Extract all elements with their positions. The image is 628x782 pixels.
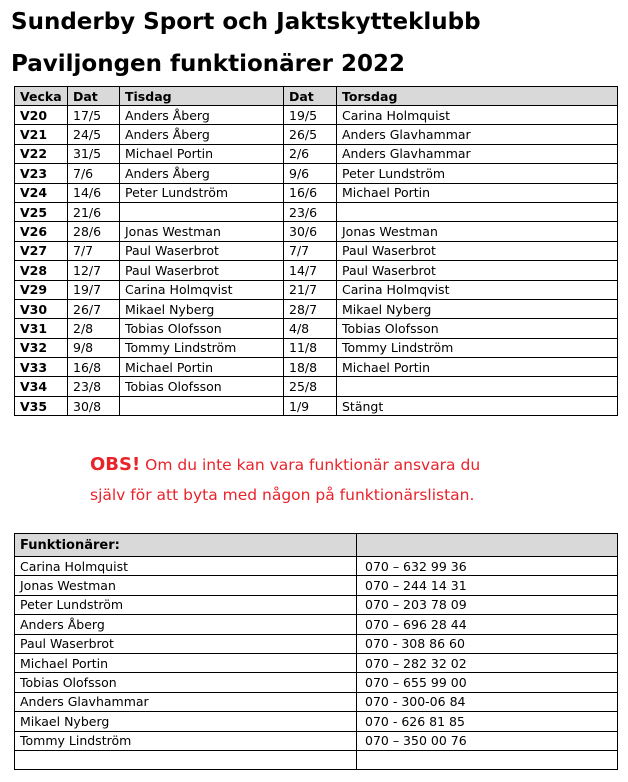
document-subtitle: Paviljongen funktionärer 2022 — [11, 51, 405, 77]
schedule-row — [15, 164, 618, 183]
contact-name-cell: Tommy Lindström — [15, 731, 357, 750]
contacts-header-row — [15, 534, 618, 557]
tuesday-name-cell: Anders Åberg — [120, 125, 284, 144]
contact-phone-cell: 070 – 203 78 09 — [357, 595, 618, 614]
week-cell: V28 — [15, 261, 68, 280]
week-cell: V29 — [15, 280, 68, 299]
week-cell: V21 — [15, 125, 68, 144]
schedule-row — [15, 144, 618, 163]
tuesday-date-cell: 16/8 — [68, 358, 120, 377]
tuesday-name-cell: Anders Åberg — [120, 164, 284, 183]
thursday-date-cell: 14/7 — [284, 261, 337, 280]
schedule-row — [15, 261, 618, 280]
thursday-name-cell: Michael Portin — [337, 358, 618, 377]
contact-name-cell: Mikael Nyberg — [15, 712, 357, 731]
week-cell: V30 — [15, 299, 68, 318]
schedule-row — [15, 241, 618, 260]
tuesday-name-cell: Paul Waserbrot — [120, 241, 284, 260]
tuesday-date-cell: 12/7 — [68, 261, 120, 280]
week-cell: V32 — [15, 338, 68, 357]
tuesday-name-cell: Anders Åberg — [120, 106, 284, 125]
thursday-date-cell: 1/9 — [284, 396, 337, 415]
tuesday-date-cell: 31/5 — [68, 144, 120, 163]
contact-row — [15, 653, 618, 672]
week-cell: V24 — [15, 183, 68, 202]
week-cell: V25 — [15, 202, 68, 221]
tuesday-date-cell: 9/8 — [68, 338, 120, 357]
tuesday-date-cell: 26/7 — [68, 299, 120, 318]
schedule-row — [15, 280, 618, 299]
contacts-header: Funktionärer: — [15, 534, 357, 557]
week-cell: V22 — [15, 144, 68, 163]
contact-phone-cell: 070 - 300-06 84 — [357, 692, 618, 711]
week-cell: V34 — [15, 377, 68, 396]
contact-name-cell: Anders Åberg — [15, 615, 357, 634]
thursday-date-cell: 25/8 — [284, 377, 337, 396]
schedule-row — [15, 183, 618, 202]
contact-phone-cell: 070 – 632 99 36 — [357, 557, 618, 576]
tuesday-date-cell: 21/6 — [68, 202, 120, 221]
obs-text-line2: själv för att byta med någon på funktionärslistan. — [90, 486, 475, 504]
contact-phone-cell: 070 - 308 86 60 — [357, 634, 618, 653]
contact-row — [15, 595, 618, 614]
tuesday-name-cell: Mikael Nyberg — [120, 299, 284, 318]
col-header-tue-date: Dat — [68, 87, 120, 106]
thursday-name-cell: Anders Glavhammar — [337, 125, 618, 144]
schedule-row — [15, 338, 618, 357]
contact-row — [15, 692, 618, 711]
contact-name-cell: Anders Glavhammar — [15, 692, 357, 711]
contact-row — [15, 557, 618, 576]
thursday-name-cell: Tobias Olofsson — [337, 319, 618, 338]
tuesday-date-cell: 14/6 — [68, 183, 120, 202]
obs-notice — [90, 450, 560, 510]
thursday-date-cell: 28/7 — [284, 299, 337, 318]
tuesday-name-cell: Carina Holmqvist — [120, 280, 284, 299]
week-cell: V35 — [15, 396, 68, 415]
tuesday-name-cell: Michael Portin — [120, 144, 284, 163]
contact-row — [15, 634, 618, 653]
thursday-name-cell: Carina Holmqvist — [337, 280, 618, 299]
schedule-table — [14, 86, 618, 416]
thursday-date-cell: 26/5 — [284, 125, 337, 144]
contacts-table — [14, 533, 618, 770]
tuesday-date-cell: 7/6 — [68, 164, 120, 183]
tuesday-name-cell — [120, 396, 284, 415]
schedule-row — [15, 319, 618, 338]
tuesday-name-cell: Tobias Olofsson — [120, 319, 284, 338]
thursday-name-cell: Anders Glavhammar — [337, 144, 618, 163]
tuesday-date-cell: 23/8 — [68, 377, 120, 396]
tuesday-name-cell: Peter Lundström — [120, 183, 284, 202]
contact-row — [15, 712, 618, 731]
schedule-row — [15, 377, 618, 396]
contact-name-cell — [15, 750, 357, 769]
document-title: Sunderby Sport och Jaktskytteklubb — [11, 9, 481, 35]
obs-label: OBS! — [90, 454, 141, 475]
thursday-date-cell: 4/8 — [284, 319, 337, 338]
contact-row — [15, 615, 618, 634]
contact-phone-cell: 070 – 244 14 31 — [357, 576, 618, 595]
tuesday-date-cell: 28/6 — [68, 222, 120, 241]
week-cell: V31 — [15, 319, 68, 338]
contact-name-cell: Jonas Westman — [15, 576, 357, 595]
thursday-date-cell: 9/6 — [284, 164, 337, 183]
thursday-date-cell: 7/7 — [284, 241, 337, 260]
contact-name-cell: Tobias Olofsson — [15, 673, 357, 692]
week-cell: V26 — [15, 222, 68, 241]
contact-name-cell: Peter Lundström — [15, 595, 357, 614]
contact-row — [15, 576, 618, 595]
tuesday-name-cell: Jonas Westman — [120, 222, 284, 241]
obs-text-line1: Om du inte kan vara funktionär ansvara du — [145, 456, 481, 474]
schedule-row — [15, 222, 618, 241]
schedule-row — [15, 396, 618, 415]
thursday-date-cell: 18/8 — [284, 358, 337, 377]
thursday-name-cell: Mikael Nyberg — [337, 299, 618, 318]
tuesday-date-cell: 30/8 — [68, 396, 120, 415]
col-header-thu-date: Dat — [284, 87, 337, 106]
thursday-name-cell: Carina Holmquist — [337, 106, 618, 125]
thursday-name-cell: Paul Waserbrot — [337, 241, 618, 260]
tuesday-date-cell: 19/7 — [68, 280, 120, 299]
thursday-name-cell: Michael Portin — [337, 183, 618, 202]
thursday-date-cell: 11/8 — [284, 338, 337, 357]
contact-phone-cell: 070 – 655 99 00 — [357, 673, 618, 692]
contact-row — [15, 731, 618, 750]
contact-row — [15, 750, 618, 769]
contact-phone-cell: 070 – 282 32 02 — [357, 653, 618, 672]
thursday-name-cell: Jonas Westman — [337, 222, 618, 241]
tuesday-date-cell: 2/8 — [68, 319, 120, 338]
tuesday-name-cell: Tommy Lindström — [120, 338, 284, 357]
tuesday-name-cell: Tobias Olofsson — [120, 377, 284, 396]
contact-name-cell: Michael Portin — [15, 653, 357, 672]
thursday-name-cell — [337, 202, 618, 221]
thursday-date-cell: 21/7 — [284, 280, 337, 299]
contact-row — [15, 673, 618, 692]
col-header-thursday: Torsdag — [337, 87, 618, 106]
contact-phone-cell: 070 – 350 00 76 — [357, 731, 618, 750]
schedule-row — [15, 106, 618, 125]
col-header-tuesday: Tisdag — [120, 87, 284, 106]
week-cell: V33 — [15, 358, 68, 377]
contact-phone-cell: 070 – 696 28 44 — [357, 615, 618, 634]
tuesday-date-cell: 24/5 — [68, 125, 120, 144]
thursday-date-cell: 19/5 — [284, 106, 337, 125]
col-header-week: Vecka — [15, 87, 68, 106]
thursday-date-cell: 30/6 — [284, 222, 337, 241]
thursday-date-cell: 16/6 — [284, 183, 337, 202]
schedule-row — [15, 125, 618, 144]
thursday-name-cell: Peter Lundström — [337, 164, 618, 183]
thursday-name-cell: Paul Waserbrot — [337, 261, 618, 280]
tuesday-name-cell: Paul Waserbrot — [120, 261, 284, 280]
contacts-header-phone — [357, 534, 618, 557]
week-cell: V20 — [15, 106, 68, 125]
schedule-row — [15, 358, 618, 377]
thursday-name-cell: Stängt — [337, 396, 618, 415]
thursday-name-cell — [337, 377, 618, 396]
tuesday-date-cell: 7/7 — [68, 241, 120, 260]
week-cell: V23 — [15, 164, 68, 183]
tuesday-name-cell: Michael Portin — [120, 358, 284, 377]
tuesday-date-cell: 17/5 — [68, 106, 120, 125]
contact-phone-cell — [357, 750, 618, 769]
tuesday-name-cell — [120, 202, 284, 221]
contact-phone-cell: 070 - 626 81 85 — [357, 712, 618, 731]
thursday-name-cell: Tommy Lindström — [337, 338, 618, 357]
schedule-header-row — [15, 87, 618, 106]
contact-name-cell: Carina Holmquist — [15, 557, 357, 576]
thursday-date-cell: 2/6 — [284, 144, 337, 163]
schedule-row — [15, 202, 618, 221]
contact-name-cell: Paul Waserbrot — [15, 634, 357, 653]
thursday-date-cell: 23/6 — [284, 202, 337, 221]
week-cell: V27 — [15, 241, 68, 260]
schedule-row — [15, 299, 618, 318]
